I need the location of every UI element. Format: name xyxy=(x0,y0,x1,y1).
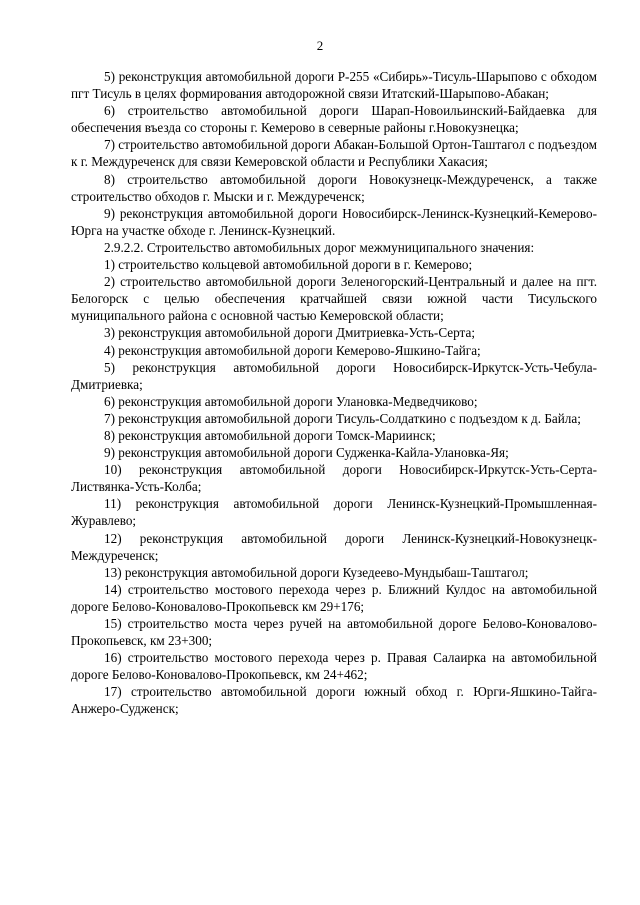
document-body xyxy=(71,68,597,718)
list-item-5: 5) реконструкция автомобильной дороги Новосибирск-Иркутск-Усть-Чебула-Дмитриевка; xyxy=(71,359,597,392)
list-item-17: 17) строительство автомобильной дороги южный обход г. Юрги-Яшкино-Тайга-Анжеро-Судженск; xyxy=(71,684,597,717)
list-item-6: 6) реконструкция автомобильной дороги Улановка-Медведчиково; xyxy=(104,393,478,409)
paragraph-sharap-road: 6) строительство автомобильной дороги Шарап-Новоильинский-Байдаевка для обеспечения въезда со стороны г. Кемерово в северные районы г.Новокузнецка; xyxy=(71,103,597,136)
list-item-4: 4) реконструкция автомобильной дороги Кемерово-Яшкино-Тайга; xyxy=(104,342,481,358)
list-item-2: 2) строительство автомобильной дороги Зеленогорский-Центральный и далее на пгт. Белогорск с целью обеспечения кратчайшей связи южной части Тисульского муниципального района с основной частью Кемеровской области; xyxy=(71,274,597,324)
list-item-10: 10) реконструкция автомобильной дороги Новосибирск-Иркутск-Усть-Серта-Листвянка-Усть-Колба; xyxy=(71,462,597,495)
list-item-14: 14) строительство мостового перехода через р. Ближний Кулдос на автомобильной дороге Белово-Коновалово-Прокопьевск км 29+176; xyxy=(71,581,597,614)
list-item-11: 11) реконструкция автомобильной дороги Ленинск-Кузнецкий-Промышленная-Журавлево; xyxy=(71,496,597,529)
paragraph-abakan-road: 7) строительство автомобильной дороги Абакан-Большой Ортон-Таштагол с подъездом к г. Междуреченск для связи Кемеровской области и Республики Хакасия; xyxy=(71,137,597,170)
paragraph-novokuznetsk-road: 8) строительство автомобильной дороги Новокузнецк-Междуреченск, а также строительство обходов г. Мыски и г. Междуреченск; xyxy=(71,171,597,204)
paragraph-road-p255: 5) реконструкция автомобильной дороги Р-255 «Сибирь»-Тисуль-Шарыпово с обходом пгт Тисуль в целях формирования автодорожной связи Итатский-Шарыпово-Абакан; xyxy=(71,69,597,102)
list-item-16: 16) строительство мостового перехода через р. Правая Салаирка на автомобильной дороге Белово-Коновалово-Прокопьевск, км 24+462; xyxy=(71,650,597,683)
section-heading-intermunicipal: 2.9.2.2. Строительство автомобильных дорог межмуниципального значения: xyxy=(104,239,535,255)
list-item-12: 12) реконструкция автомобильной дороги Ленинск-Кузнецкий-Новокузнецк-Междуреченск; xyxy=(71,530,597,563)
list-item-13: 13) реконструкция автомобильной дороги Кузедеево-Мундыбаш-Таштагол; xyxy=(104,564,529,580)
page-number: 2 xyxy=(316,38,324,53)
list-item-9: 9) реконструкция автомобильной дороги Судженка-Кайла-Улановка-Яя; xyxy=(104,445,509,461)
list-item-3: 3) реконструкция автомобильной дороги Дмитриевка-Усть-Серта; xyxy=(104,325,475,341)
list-item-1: 1) строительство кольцевой автомобильной дороги в г. Кемерово; xyxy=(104,257,473,273)
paragraph-novosibirsk-road: 9) реконструкция автомобильной дороги Новосибирск-Ленинск-Кузнецкий-Кемерово-Юрга на участке обходе г. Ленинск-Кузнецкий. xyxy=(71,205,597,238)
list-item-7: 7) реконструкция автомобильной дороги Тисуль-Солдаткино с подъездом к д. Байла; xyxy=(104,410,581,426)
list-item-8: 8) реконструкция автомобильной дороги Томск-Мариинск; xyxy=(104,427,436,443)
list-item-15: 15) строительство моста через ручей на автомобильной дороге Белово-Коновалово-Прокопьевск, км 23+300; xyxy=(71,616,597,649)
